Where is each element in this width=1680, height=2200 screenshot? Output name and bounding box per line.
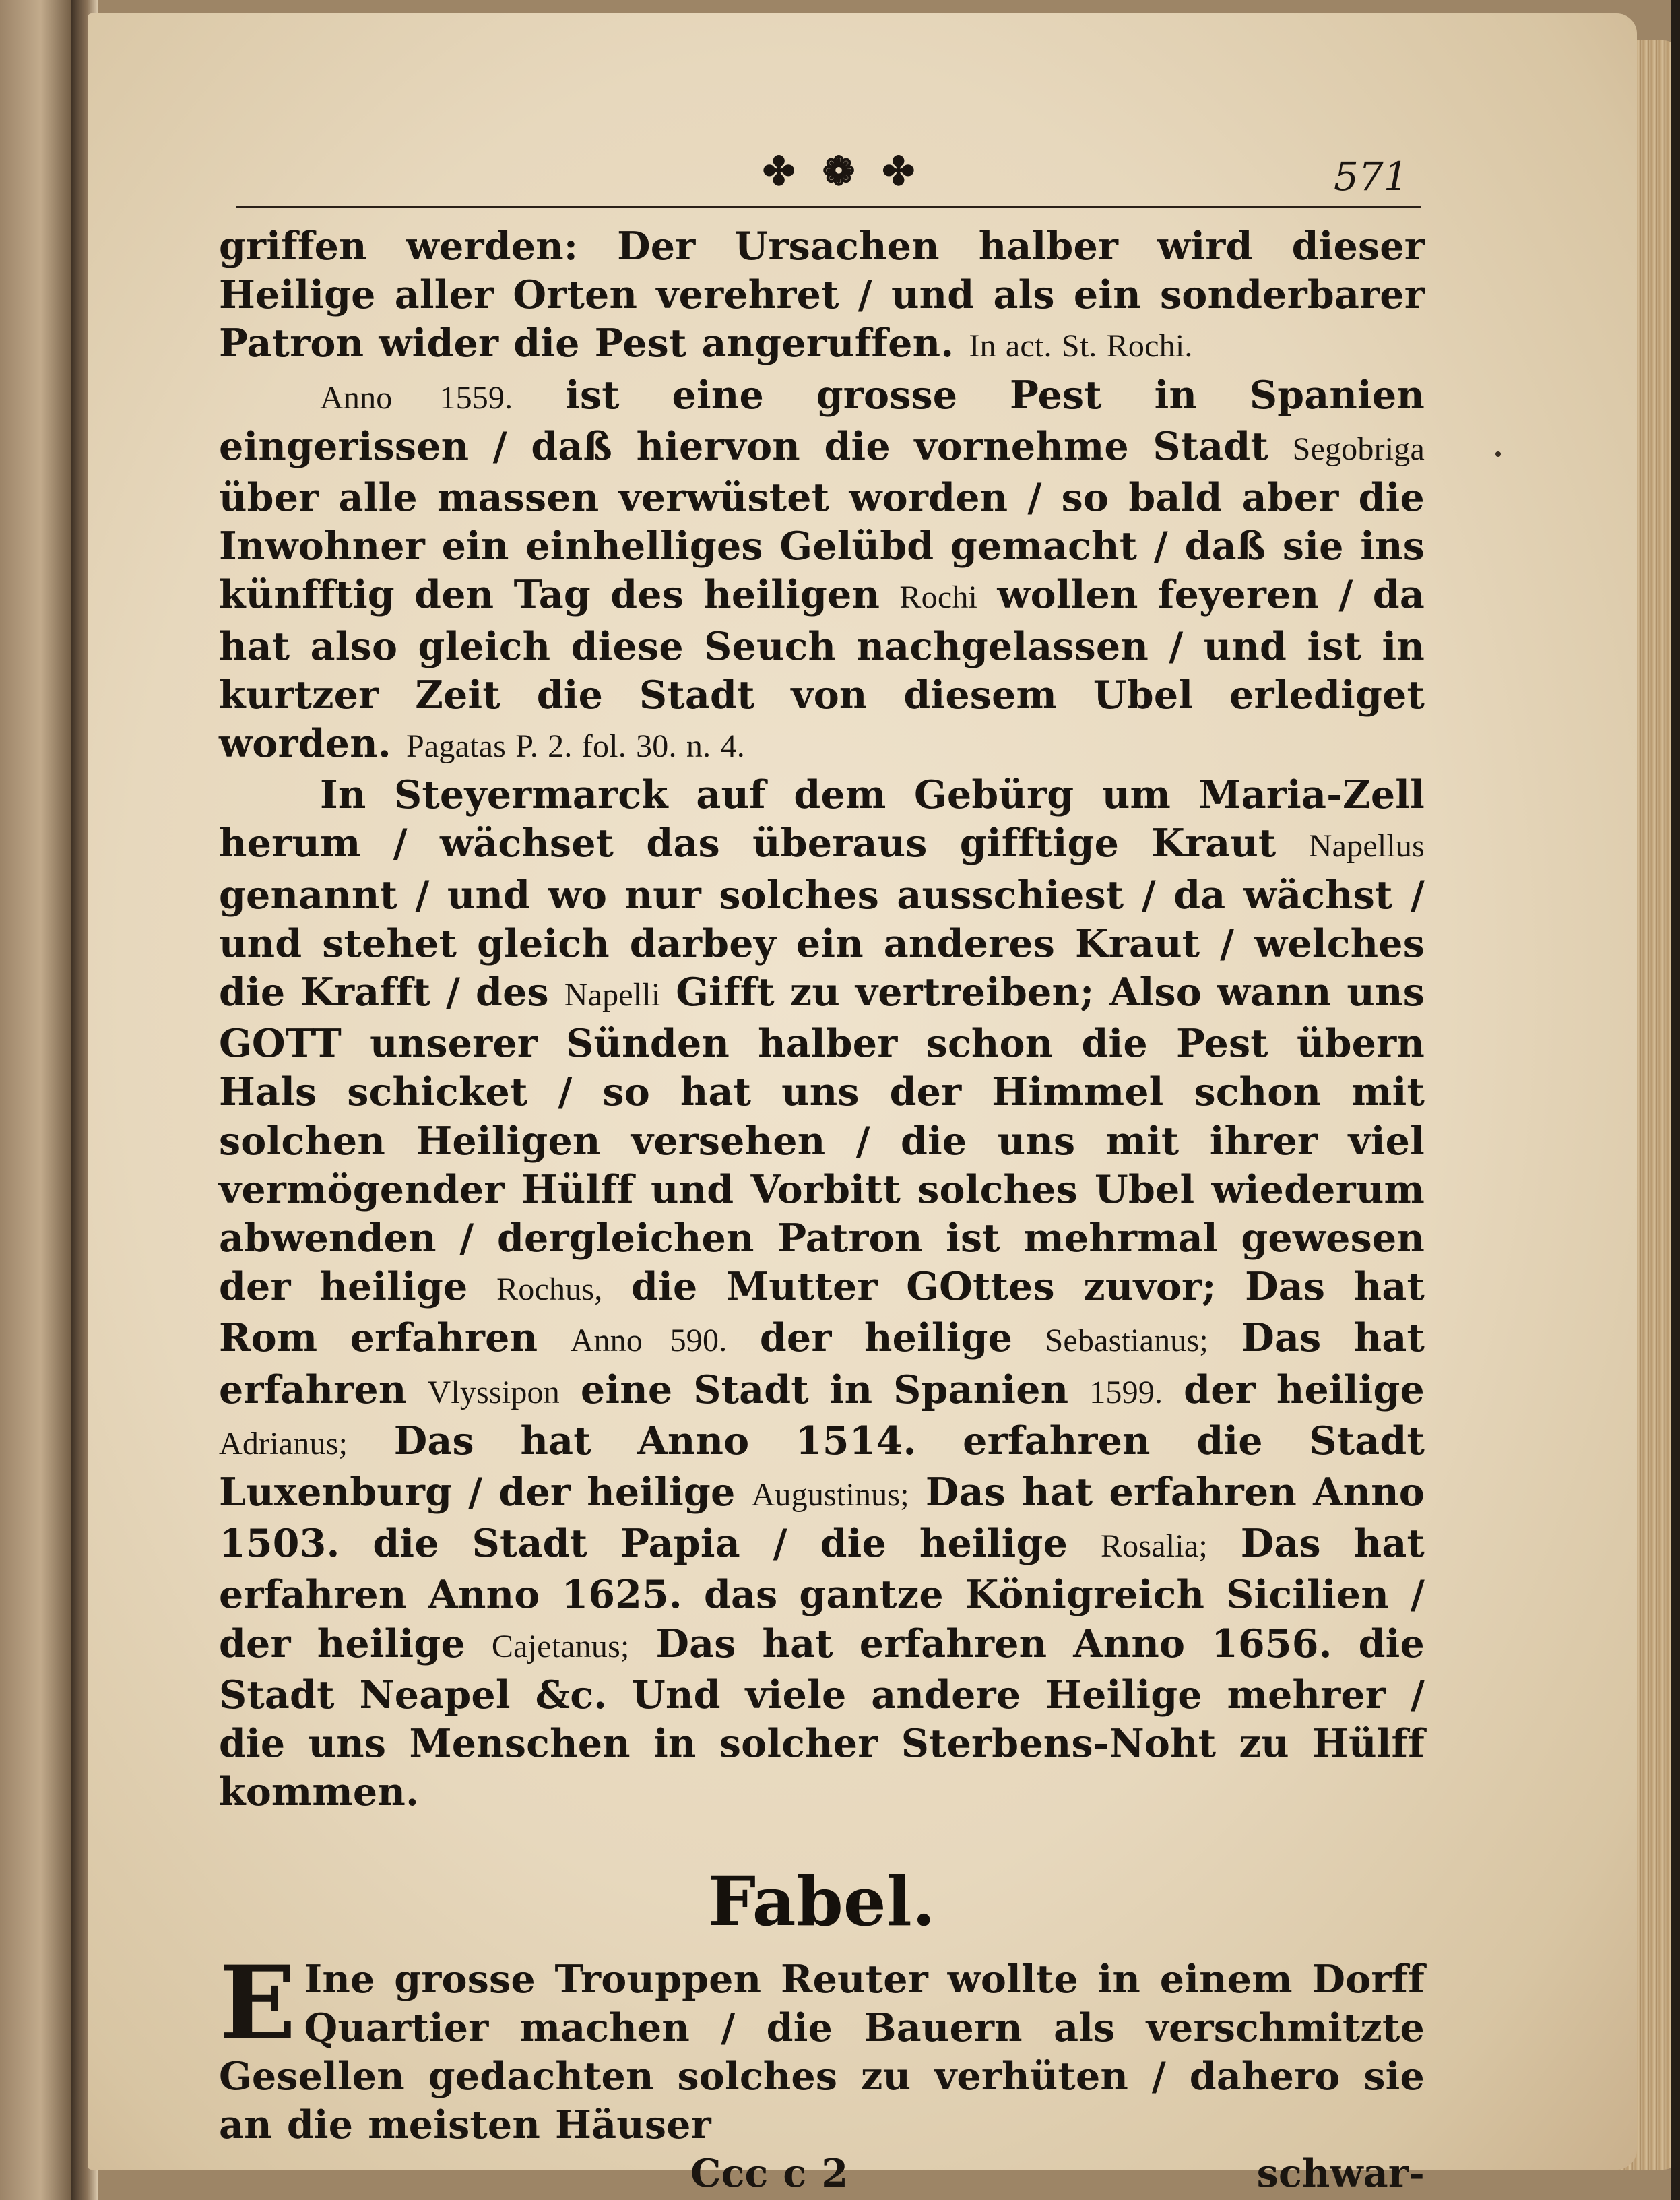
citation: In act. St. Rochi. <box>969 328 1193 365</box>
drop-cap: E <box>219 1943 296 2063</box>
margin-mark <box>1495 451 1501 457</box>
paragraph-text: der heilige <box>1184 1366 1425 1412</box>
paragraph-3 <box>219 771 1425 1817</box>
catchword: schwar- <box>1256 2151 1425 2197</box>
page-body <box>219 222 1425 2198</box>
paragraph-text: Das hat Anno 1514. erfahren die Stadt Luxenburg / der heilige <box>219 1418 1425 1515</box>
latin-term: Cajetanus; <box>491 1628 630 1664</box>
latin-term: Rochus, <box>496 1271 603 1308</box>
latin-term: Vlyssipon <box>427 1374 560 1410</box>
fable-paragraph <box>219 1943 1425 2150</box>
paragraph-text: ist eine grosse Pest in Spanien eingerissen / daß hiervon die vornehme Stadt <box>219 372 1425 469</box>
paragraph-text: eine Stadt in Spanien <box>580 1366 1069 1412</box>
fable-heading: Fabel. <box>708 1861 936 1941</box>
citation: Pagatas P. 2. fol. 30. n. 4. <box>406 728 745 765</box>
latin-term: Adrianus; <box>219 1425 348 1462</box>
paragraph-text: Das hat erfahren <box>219 1315 1425 1412</box>
paragraph-text: Das hat erfahren Anno 1503. die Stadt Papia / die heilige <box>219 1470 1425 1567</box>
paragraph-text: griffen werden: Der Ursachen halber wird dieser Heilige aller Orten verehret / und als ein sonderbarer Patron wider die Pest angeruffen. <box>219 224 1425 367</box>
paragraph-text: Das hat erfahren Anno 1625. das gantze Königreich Sicilien / der heilige <box>219 1521 1425 1666</box>
paragraph-text: In Steyermarck auf dem Gebürg um Maria-Zell herum / wächset das überaus gifftige Kraut <box>219 772 1425 867</box>
header-rule <box>236 206 1421 208</box>
scan-border <box>1671 0 1680 2200</box>
paragraph-text: genannt / und wo nur solches ausschiest / da wächst / und stehet gleich darbey ein anderes Kraut / welches die Krafft / des <box>219 872 1425 1015</box>
fable-text: Ine grosse Trouppen Reuter wollte in einem Dorff Quartier machen / die Bauern als verschmitzte Gesellen gedachten solches zu verhüten / dahero sie an die meisten Häuser <box>219 1956 1425 2148</box>
signature-mark: Ccc c 2 <box>690 2151 849 2197</box>
latin-term: Segobriga <box>1292 431 1425 467</box>
paragraph-1 <box>219 222 1425 371</box>
running-head <box>229 135 1421 216</box>
paragraph-text: der heilige <box>759 1315 1013 1361</box>
header-ornament: ✤ ❁ ✤ <box>762 148 922 194</box>
latin-term: Rochi <box>899 579 978 616</box>
latin-term: Napellus <box>1308 828 1425 865</box>
paragraph-text: die Mutter GOttes zuvor; Das hat Rom erfahren <box>219 1264 1425 1361</box>
paragraph-2 <box>219 371 1425 772</box>
latin-term: Anno 590. <box>570 1323 728 1359</box>
latin-term: Rosalia; <box>1100 1528 1208 1565</box>
latin-term: 1599. <box>1089 1374 1163 1410</box>
paragraph-text: Das hat erfahren Anno 1656. die Stadt Neapel &c. Und viele andere Heilige mehrer / die uns Menschen in solcher Sterbens-Noht zu Hülff kommen. <box>219 1621 1425 1815</box>
page-footer <box>219 2149 1425 2198</box>
latin-term: Sebastianus; <box>1045 1323 1208 1359</box>
year-lead: Anno 1559. <box>320 379 513 416</box>
latin-term: Augustinus; <box>751 1477 909 1513</box>
paragraph-text: wollen feyeren / da hat also gleich diese Seuch nachgelassen / und ist in kurtzer Zeit die Stadt von diesem Ubel erlediget worden. <box>219 572 1425 767</box>
facing-page-edge <box>0 0 74 2200</box>
page-number: 571 <box>1334 154 1409 199</box>
paragraph-text: über alle massen verwüstet worden / so bald aber die Inwohner ein einhelliges Gelübd gemacht / daß sie ins künfftig den Tag des heiligen <box>219 475 1425 618</box>
latin-term: Napelli <box>564 977 661 1013</box>
paragraph-text: Gifft zu vertreiben; Also wann uns GOTT unserer Sünden halber schon die Pest übern Hals schicket / so hat uns der Himmel schon mit solchen Heiligen versehen / die uns mit ihrer viel vermögender Hülff und Vorbitt solches Ubel wiederum abwenden / dergleichen Patron ist mehrmal gewesen der heilige <box>219 970 1425 1310</box>
